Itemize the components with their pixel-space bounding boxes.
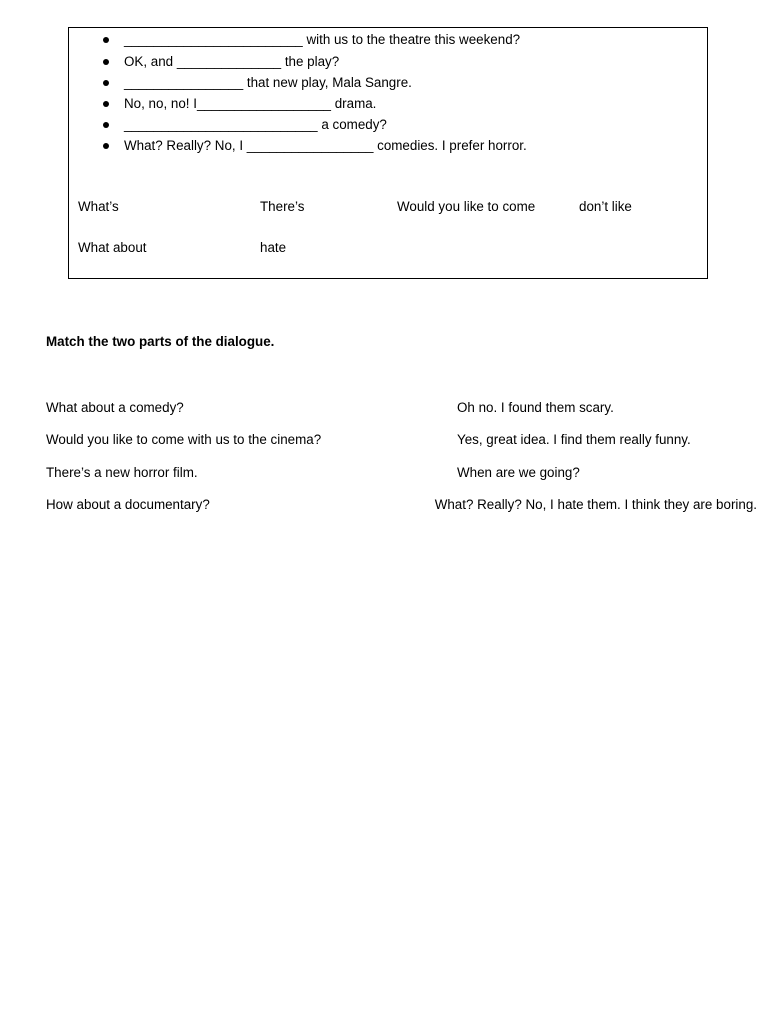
bullet-icon <box>103 122 109 128</box>
dialogue-right-item: When are we going? <box>457 465 580 480</box>
dialogue-left-item: What about a comedy? <box>46 400 184 415</box>
word-bank-item: What about <box>78 240 147 255</box>
sentence-text: What? Really? No, I _________________ comedies. I prefer horror. <box>124 138 527 153</box>
sentence-text: No, no, no! I__________________ drama. <box>124 96 377 111</box>
bullet-icon <box>103 59 109 65</box>
word-bank-item: Would you like to come <box>397 199 536 214</box>
bullet-icon <box>103 143 109 149</box>
dialogue-right-item: Oh no. I found them scary. <box>457 400 614 415</box>
word-bank-item: don’t like <box>579 199 632 214</box>
sentence-text: OK, and ______________ the play? <box>124 54 340 69</box>
word-bank-item: There’s <box>260 199 305 214</box>
matching-instruction: Match the two parts of the dialogue. <box>46 334 275 349</box>
bullet-icon <box>103 37 109 43</box>
sentence-text: __________________________ a comedy? <box>124 117 387 132</box>
dialogue-left-item: There’s a new horror film. <box>46 465 198 480</box>
bullet-icon <box>103 101 109 107</box>
dialogue-left-item: Would you like to come with us to the cinema? <box>46 432 322 447</box>
sentence-text: ________________________ with us to the theatre this weekend? <box>124 32 521 47</box>
word-bank-item: hate <box>260 240 287 255</box>
word-bank-item: What’s <box>78 199 119 214</box>
bullet-icon <box>103 80 109 86</box>
exercise-box <box>68 27 708 279</box>
sentence-text: ________________ that new play, Mala Sangre. <box>124 75 412 90</box>
dialogue-right-item: Yes, great idea. I find them really funny. <box>457 432 691 447</box>
dialogue-right-item: What? Really? No, I hate them. I think they are boring. <box>434 497 757 512</box>
dialogue-left-item: How about a documentary? <box>46 497 210 512</box>
